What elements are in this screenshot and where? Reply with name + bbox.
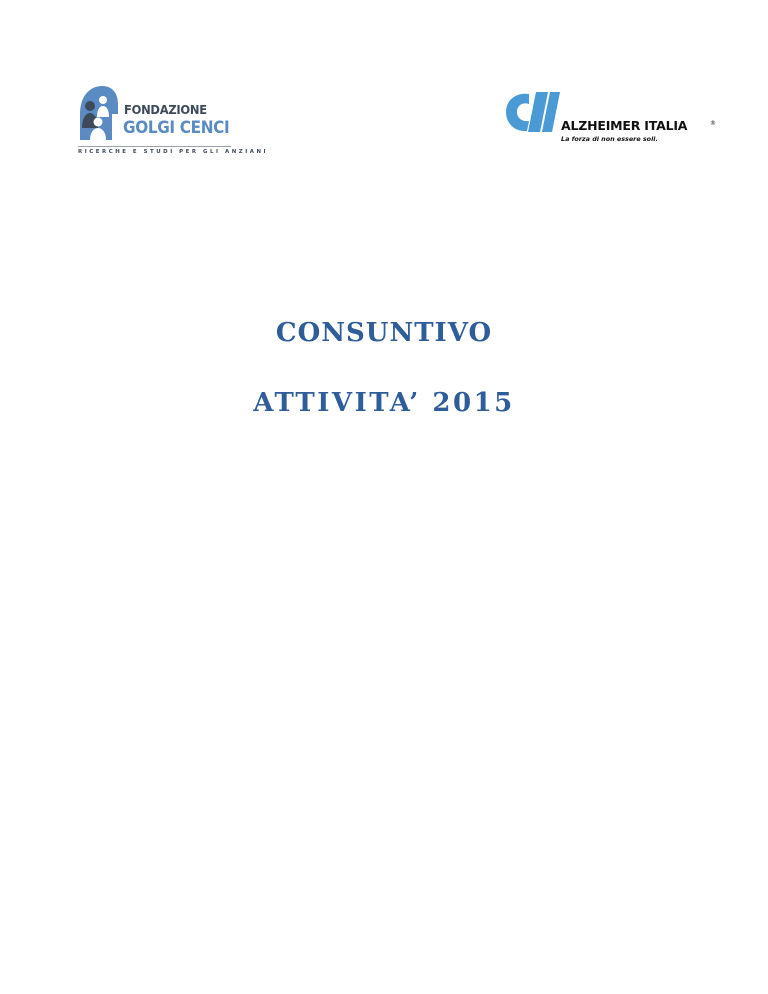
fondazione-golgi-cenci-logo: [76, 84, 269, 162]
golgi-cenci-figures-icon: [76, 84, 118, 140]
golgi-logo-divider: [78, 146, 231, 147]
alzheimer-italia-mark-icon: [502, 90, 562, 134]
alzheimer-italia-tagline: La forza di non essere soli.: [561, 135, 658, 143]
golgi-logo-line2: GOLGI CENCI: [123, 118, 230, 138]
document-title-line2: ATTIVITA’ 2015: [253, 388, 515, 418]
document-title-line1: CONSUNTIVO: [275, 318, 493, 348]
registered-mark: ®: [710, 120, 716, 127]
alzheimer-italia-name: ALZHEIMER ITALIA: [561, 118, 688, 133]
golgi-logo-line1: FONDAZIONE: [124, 102, 207, 117]
golgi-logo-tagline: RICERCHE E STUDI PER GLI ANZIANI: [78, 149, 269, 155]
alzheimer-italia-logo: [502, 90, 724, 146]
